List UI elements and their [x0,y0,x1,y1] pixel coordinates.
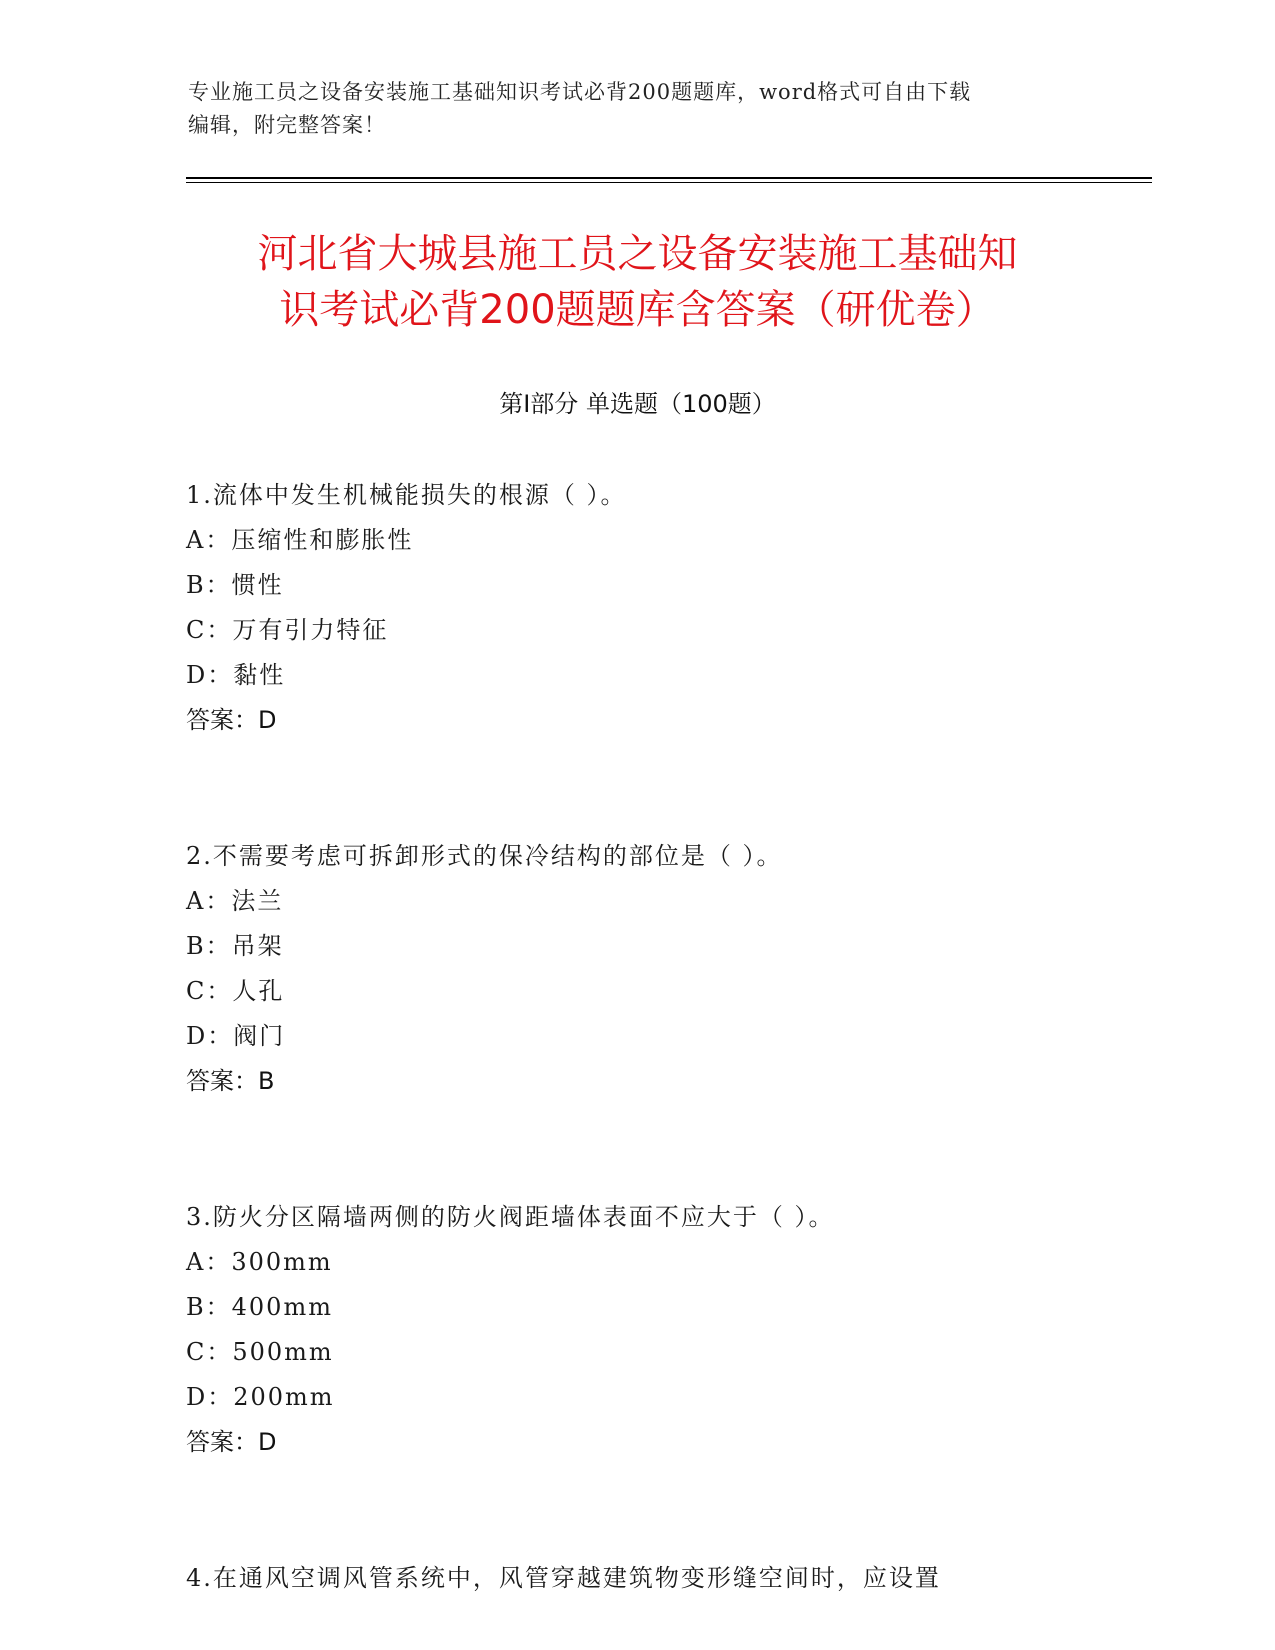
option-c: C：万有引力特征 [186,616,389,644]
question-spacer [186,1104,1086,1195]
header-note-line-2: 编辑，附完整答案！ [188,113,386,137]
option-a: A：300mm [186,1248,333,1276]
question-4 [186,1556,1086,1601]
header-divider-thin [186,182,1152,183]
question-3 [186,1195,1086,1465]
option-b: B：吊架 [186,932,284,960]
document-title-line-1: 河北省大城县施工员之设备安装施工基础知 [257,231,1018,277]
option-b: B：惯性 [186,571,284,599]
option-a: A：法兰 [186,887,284,915]
question-list [186,473,1086,1601]
option-a: A：压缩性和膨胀性 [186,526,414,554]
header-note [188,76,1088,142]
option-c: C：500mm [186,1338,334,1366]
answer: 答案：B [186,1067,275,1095]
question-stem: 1.流体中发生机械能损失的根源（ ）。 [186,481,627,509]
answer: 答案：D [186,1428,277,1456]
question-spacer [186,1465,1086,1556]
question-stem: 3.防火分区隔墙两侧的防火阀距墙体表面不应大于（ ）。 [186,1203,835,1231]
question-stem: 4.在通风空调风管系统中，风管穿越建筑物变形缝空间时，应设置 [186,1564,941,1592]
option-c: C：人孔 [186,977,285,1005]
answer: 答案：D [186,706,277,734]
option-d: D：黏性 [186,661,286,689]
option-d: D：阀门 [186,1022,286,1050]
option-d: D：200mm [186,1383,335,1411]
header-divider-thick [186,177,1152,179]
question-stem: 2.不需要考虑可拆卸形式的保冷结构的部位是（ ）。 [186,842,783,870]
header-note-line-1: 专业施工员之设备安装施工基础知识考试必背200题题库，word格式可自由下载 [188,80,972,104]
question-spacer [186,743,1086,834]
section-heading: 第Ⅰ部分 单选题（100题） [499,390,776,418]
option-b: B：400mm [186,1293,333,1321]
question-2 [186,834,1086,1104]
question-1 [186,473,1086,743]
document-title [150,226,1125,338]
document-title-line-2: 识考试必背200题题库含答案（研优卷） [279,287,996,333]
